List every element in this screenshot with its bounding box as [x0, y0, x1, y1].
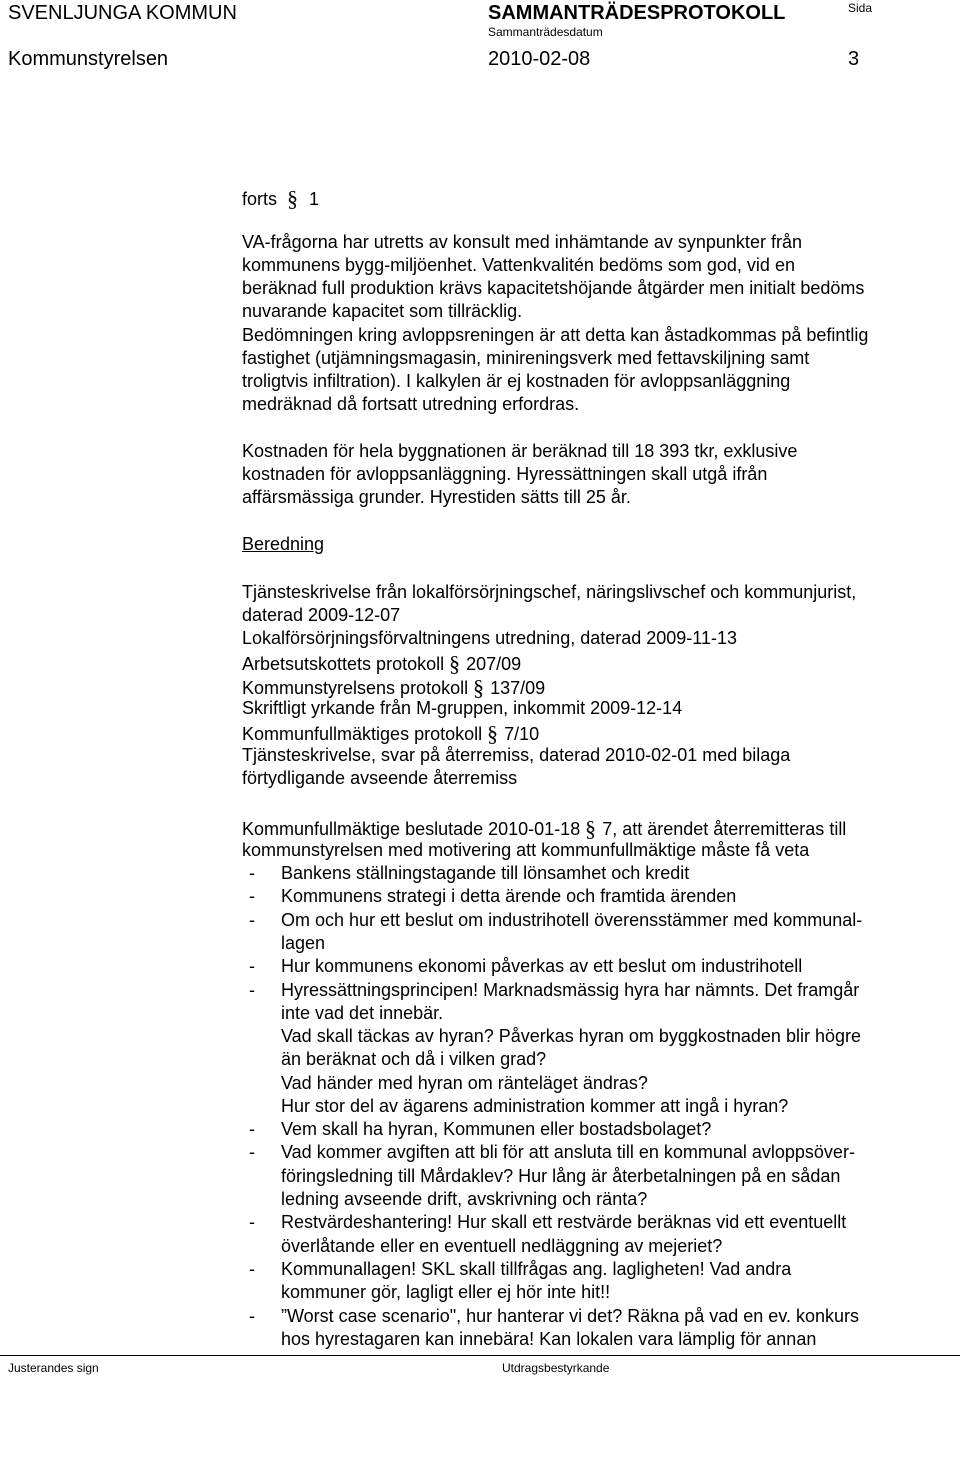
- text-line: [242, 721, 539, 747]
- dash-marker: -: [249, 886, 255, 906]
- ref-label: Kommunstyrelsens protokoll: [242, 678, 469, 698]
- text-line: medräknad då fortsatt utredning erfordras.: [242, 394, 580, 414]
- list-item: kommuner gör, lagligt eller ej hör inte hit!!: [281, 1282, 611, 1302]
- text-line: troligtvis infiltration). I kalkylen är ej kostnaden för avloppsanläggning: [242, 371, 791, 391]
- kf-text-b: 7, att ärendet återremitteras till: [602, 819, 847, 839]
- ref-number: 137/09: [490, 678, 546, 698]
- text-line: kostnaden för avloppsanläggning. Hyressättningen skall utgå ifrån: [242, 464, 768, 484]
- ref-label: Kommunfullmäktiges protokoll: [242, 724, 483, 744]
- svg-text:§: §: [585, 816, 597, 841]
- text-line: Tjänsteskrivelse, svar på återremiss, daterad 2010-02-01 med bilaga: [242, 745, 791, 765]
- list-item: hos hyrestagaren kan innebära! Kan lokalen vara lämplig för annan: [281, 1329, 817, 1349]
- ref-label: Arbetsutskottets protokoll: [242, 654, 445, 674]
- list-item: Hyressättningsprincipen! Marknadsmässig hyra har nämnts. Det framgår: [281, 980, 860, 1000]
- list-item: föringsledning till Mårdaklev? Hur lång är återbetalningen på en sådan: [281, 1166, 841, 1186]
- dash-marker: -: [249, 1259, 255, 1279]
- page-label: Sida: [848, 1, 873, 15]
- text-line: kommunens bygg-miljöenhet. Vattenkvalitén bedöms som god, vid en: [242, 255, 795, 275]
- text-line: Bedömningen kring avloppsreningen är att detta kan åstadkommas på befintlig: [242, 325, 869, 345]
- svg-text:§: §: [487, 721, 499, 746]
- section-sign-icon: [286, 186, 300, 212]
- list-item: Hur kommunens ekonomi påverkas av ett beslut om industrihotell: [281, 956, 803, 976]
- municipality-name: SVENLJUNGA KOMMUN: [8, 2, 237, 24]
- dash-marker: -: [249, 1212, 255, 1232]
- signature-label: Justerandes sign: [8, 1361, 99, 1375]
- list-item: Vad kommer avgiften att bli för att ansluta till en kommunal avloppsöver-: [281, 1142, 855, 1162]
- svg-text:§: §: [449, 651, 461, 676]
- list-item: lagen: [281, 933, 326, 953]
- dash-marker: -: [249, 1119, 255, 1139]
- list-item: Restvärdeshantering! Hur skall ett restvärde beräknas vid ett eventuellt: [281, 1212, 847, 1232]
- list-item: Kommunallagen! SKL skall tillfrågas ang. lagligheten! Vad andra: [281, 1259, 792, 1279]
- meeting-date: 2010-02-08: [488, 48, 591, 70]
- list-item: Vem skall ha hyran, Kommunen eller bostadsbolaget?: [281, 1119, 712, 1139]
- dash-marker: -: [249, 910, 255, 930]
- text-line: förtydligande avseende återremiss: [242, 768, 518, 788]
- dash-marker: -: [249, 1306, 255, 1326]
- text-line: Kostnaden för hela byggnationen är beräknad till 18 393 tkr, exklusive: [242, 441, 798, 461]
- text-line: affärsmässiga grunder. Hyrestiden sätts till 25 år.: [242, 487, 631, 507]
- committee-name: Kommunstyrelsen: [8, 48, 169, 70]
- svg-text:§: §: [287, 186, 299, 211]
- list-item: inte vad det innebär.: [281, 1003, 444, 1023]
- forts-number: 1: [309, 189, 320, 209]
- beredning-heading: Beredning: [242, 534, 325, 554]
- list-item: överlåtande eller en eventuell nedläggning av mejeriet?: [281, 1236, 723, 1256]
- list-item: Om och hur ett beslut om industrihotell överensstämmer med kommunal-: [281, 910, 863, 930]
- list-item: Kommunens strategi i detta ärende och framtida ärenden: [281, 886, 737, 906]
- dash-marker: -: [249, 956, 255, 976]
- dash-marker: -: [249, 1142, 255, 1162]
- document-type: SAMMANTRÄDESPROTOKOLL: [488, 2, 786, 24]
- dash-marker: -: [249, 980, 255, 1000]
- text-line: daterad 2009-12-07: [242, 605, 401, 625]
- list-item: Hur stor del av ägarens administration kommer att ingå i hyran?: [281, 1096, 789, 1116]
- ref-number: 207/09: [466, 654, 522, 674]
- text-line: VA-frågorna har utretts av konsult med inhämtande av synpunkter från: [242, 232, 802, 252]
- text-line: beräknad full produktion krävs kapacitetshöjande åtgärder men initialt bedöms: [242, 278, 865, 298]
- list-item: ”Worst case scenario", hur hanterar vi det? Räkna på vad en ev. konkurs: [281, 1306, 860, 1326]
- dash-marker: -: [249, 863, 255, 883]
- list-item: än beräknat och då i vilken grad?: [281, 1049, 547, 1069]
- text-line: Skriftligt yrkande från M-gruppen, inkommit 2009-12-14: [242, 698, 683, 718]
- text-line: [242, 816, 846, 842]
- list-item: ledning avseende drift, avskrivning och ränta?: [281, 1189, 648, 1209]
- text-line: kommunstyrelsen med motivering att kommunfullmäktige måste få veta: [242, 840, 810, 860]
- section-sign-icon: [486, 721, 500, 747]
- text-line: Tjänsteskrivelse från lokalförsörjningschef, näringslivschef och kommunjurist,: [242, 582, 857, 602]
- text-line: [242, 651, 521, 677]
- continuation-marker: [242, 186, 319, 212]
- kf-text-a: Kommunfullmäktige beslutade 2010-01-18: [242, 819, 581, 839]
- footer-rule: [0, 1355, 960, 1356]
- list-item: Bankens ställningstagande till lönsamhet och kredit: [281, 863, 690, 883]
- date-label: Sammanträdesdatum: [488, 25, 603, 39]
- page-number: 3: [848, 48, 860, 70]
- section-sign-icon: [448, 651, 462, 677]
- list-item: Vad händer med hyran om ränteläget ändras?: [281, 1073, 648, 1093]
- section-sign-icon: [584, 816, 598, 842]
- text-line: nuvarande kapacitet som tillräcklig.: [242, 301, 523, 321]
- list-item: Vad skall täckas av hyran? Påverkas hyran om byggkostnaden blir högre: [281, 1026, 861, 1046]
- text-line: Lokalförsörjningsförvaltningens utredning, daterad 2009-11-13: [242, 628, 737, 648]
- svg-text:§: §: [473, 675, 485, 700]
- text-line: fastighet (utjämningsmagasin, minireningsverk med fettavskiljning samt: [242, 348, 810, 368]
- forts-label: forts: [242, 189, 278, 209]
- extract-certification-label: Utdragsbestyrkande: [502, 1361, 610, 1375]
- ref-number: 7/10: [504, 724, 540, 744]
